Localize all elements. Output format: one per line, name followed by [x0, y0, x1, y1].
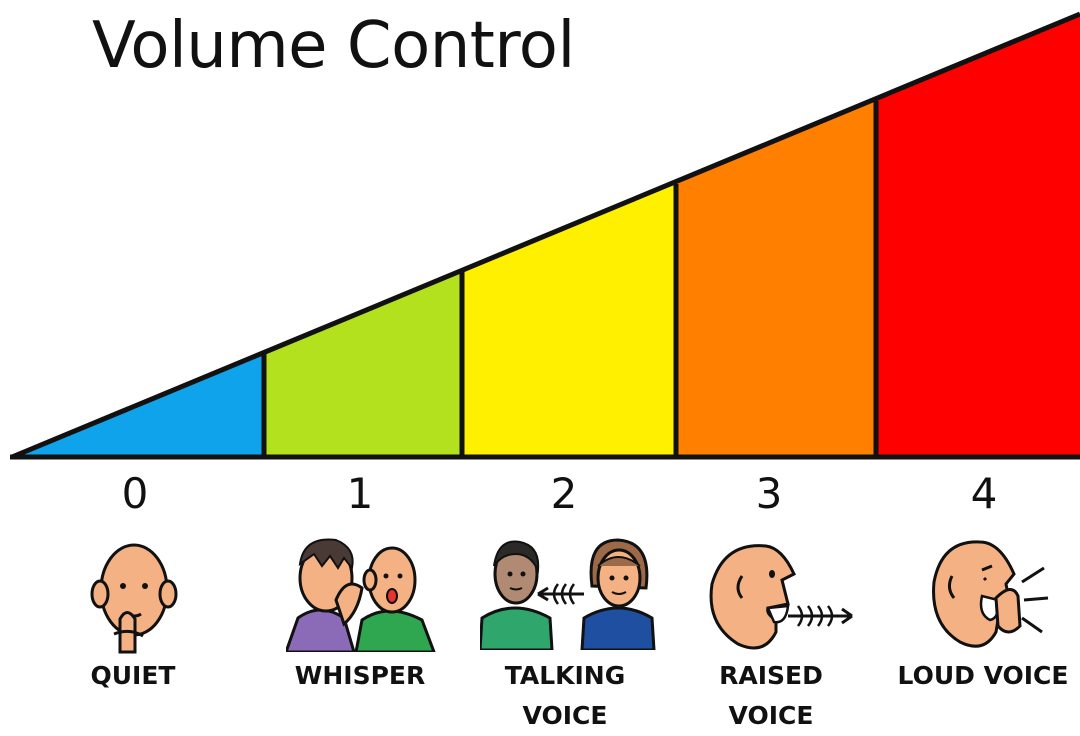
level-number-4: 4 — [970, 469, 998, 518]
level-label-line: VOICE — [728, 701, 814, 730]
level-number-3: 3 — [755, 469, 783, 518]
level-label-line: VOICE — [522, 701, 608, 730]
level-label-line: RAISED — [719, 661, 823, 690]
level-label-line: QUIET — [90, 661, 176, 690]
level-label-1 — [265, 656, 455, 696]
level-number-1: 1 — [346, 469, 374, 518]
level-label-2 — [470, 656, 660, 736]
level-segment-3 — [676, 101, 876, 457]
page-title: Volume Control — [92, 9, 575, 83]
whisper-icon — [286, 530, 436, 652]
level-label-line: LOUD VOICE — [897, 661, 1069, 690]
level-label-line: TALKING — [504, 661, 626, 690]
level-label-0 — [38, 656, 228, 696]
level-label-3 — [676, 656, 866, 736]
quiet-shush-icon — [78, 532, 188, 656]
raised-voice-icon — [706, 536, 856, 652]
level-segment-1 — [264, 272, 462, 457]
level-segment-4 — [876, 16, 1080, 457]
level-number-0: 0 — [121, 469, 149, 518]
level-number-2: 2 — [550, 469, 578, 518]
talking-voice-icon — [480, 536, 656, 650]
loud-voice-icon — [926, 534, 1050, 652]
level-label-4 — [888, 656, 1078, 696]
level-label-line: WHISPER — [294, 661, 426, 690]
